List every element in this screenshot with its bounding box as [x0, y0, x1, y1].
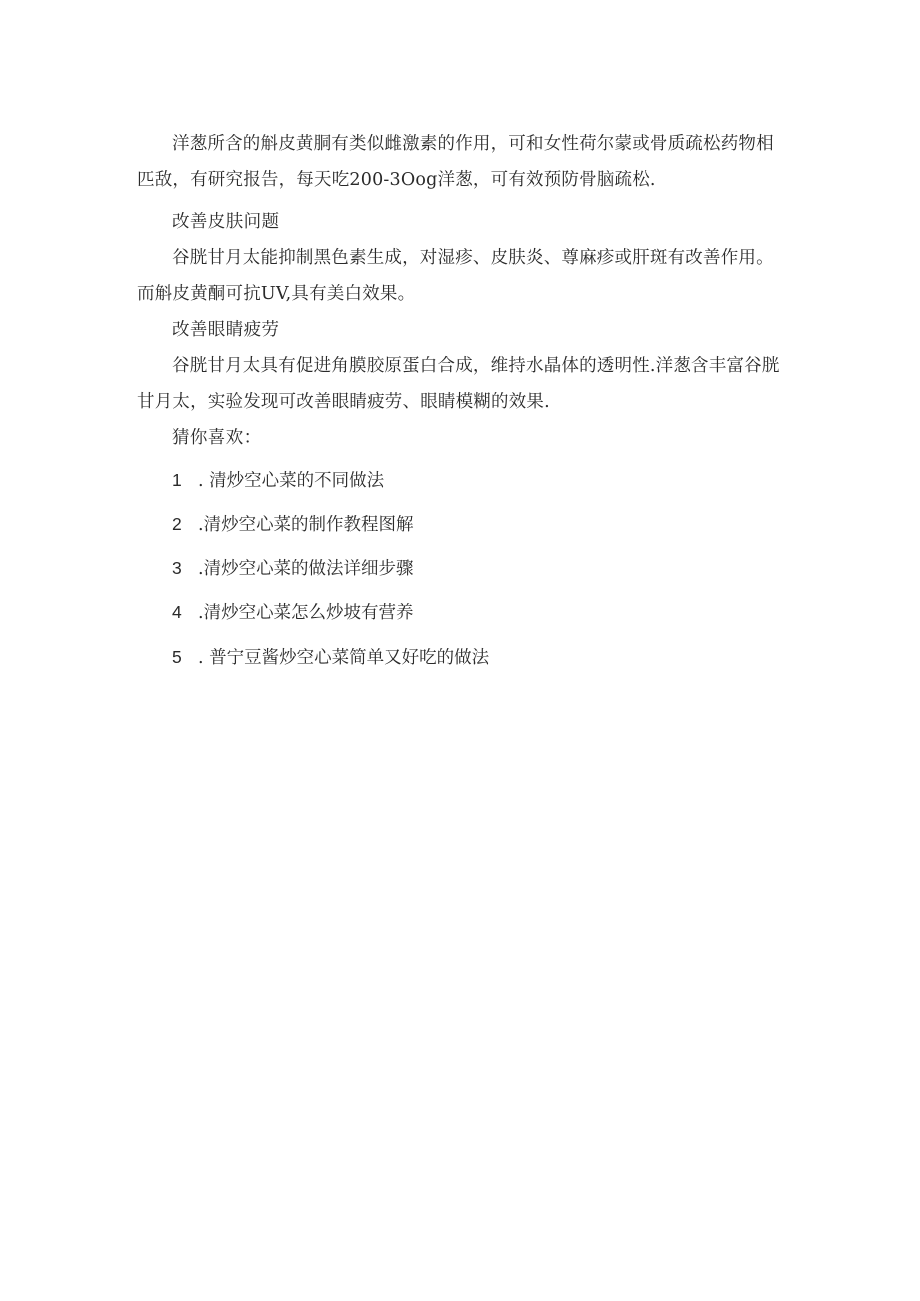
list-item[interactable] — [172, 468, 384, 493]
list-item-text: . 普宁豆酱炒空心菜简单又好吃的做法 — [198, 648, 490, 668]
heading-eyes: 改善眼睛疲劳 — [172, 320, 280, 340]
list-item-number: 4 — [172, 602, 182, 622]
paragraph-osteoporosis: 洋葱所含的斛皮黄胴有类似雌激素的作用，可和女性荷尔蒙或骨质疏松药物相匹敌，有研究报告，每天吃200-3Oog洋葱，可有效预防骨脑疏松. — [137, 134, 774, 190]
list-item[interactable] — [172, 645, 489, 670]
heading-skin: 改善皮肤问题 — [172, 212, 280, 232]
paragraph-skin: 谷胱甘月太能抑制黑色素生成，对湿疹、皮肤炎、尊麻疹或肝斑有改善作用。而斛皮黄酮可抗UV,具有美白效果。 — [137, 248, 774, 304]
list-item-number: 3 — [172, 558, 182, 578]
paragraph-eyes: 谷胱甘月太具有促进角膜胶原蛋白合成，维持水晶体的透明性.洋葱含丰富谷胱甘月太，实验发现可改善眼睛疲劳、眼睛模糊的效果. — [137, 356, 780, 412]
list-item-number: 1 — [172, 470, 182, 490]
list-item-text: . 清炒空心菜的不同做法 — [198, 471, 385, 491]
list-item[interactable] — [172, 600, 414, 625]
list-item-number: 2 — [172, 514, 182, 534]
list-item-number: 5 — [172, 647, 182, 667]
list-item-text: .清炒空心菜怎么炒坡有营养 — [198, 603, 414, 623]
heading-recommend: 猜你喜欢： — [172, 428, 262, 448]
list-item-text: .清炒空心菜的制作教程图解 — [198, 515, 414, 535]
list-item[interactable] — [172, 512, 414, 537]
list-item[interactable] — [172, 556, 414, 581]
list-item-text: .清炒空心菜的做法详细步骤 — [198, 559, 414, 579]
